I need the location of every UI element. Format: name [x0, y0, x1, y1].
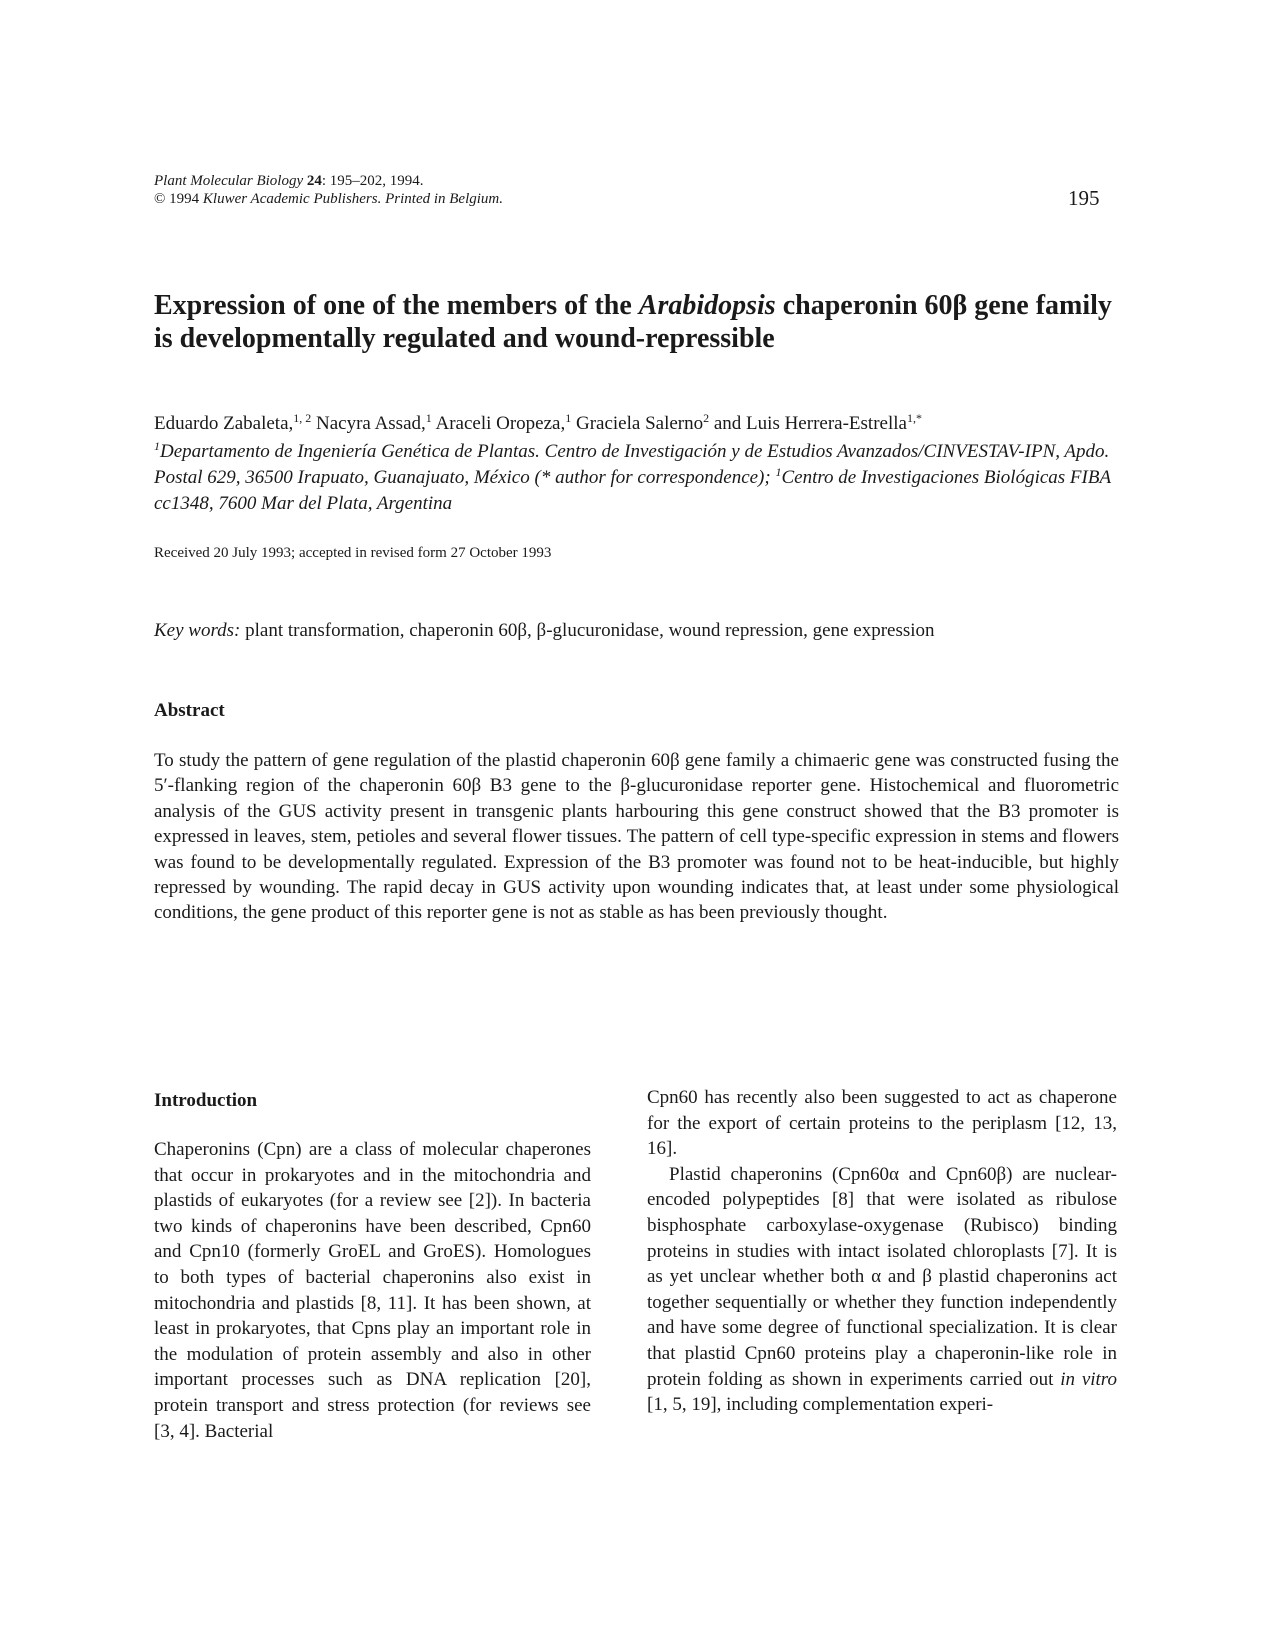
author-list: [154, 411, 1124, 437]
affiliation-1: Departamento de Ingeniería Genética de Plantas. Centro de Investigación y de Estudios Avanzados/CINVESTAV-IPN, Apdo. Postal 629, 36500 Irapuato, Guanajuato, México (* author for correspondence);: [154, 441, 1110, 488]
affiliation-marker: 1: [775, 465, 782, 479]
introduction-heading: Introduction: [154, 1090, 258, 1111]
journal-header: [154, 172, 503, 208]
author-affiliation: 1: [565, 411, 572, 425]
received-dates: Received 20 July 1993; accepted in revised form 27 October 1993: [154, 545, 552, 561]
journal-citation: [154, 172, 503, 190]
journal-name: Plant Molecular Biology: [154, 173, 304, 189]
author-affiliation: 1, 2: [293, 411, 312, 425]
abstract-body: To study the pattern of gene regulation of the plastid chaperonin 60β gene family a chimaeric gene was constructed fusing the 5′-flanking region of the chaperonin 60β B3 gene to the β-glucuronidase reporter gene. Histochemical and fluorometric analysis of the GUS activity present in transgenic plants harbouring this gene construct showed that the B3 promoter is expressed in leaves, stem, petioles and several flower tissues. The pattern of cell type-specific expression in stems and flowers was found to be developmentally regulated. Expression of the B3 promoter was found not to be heat-inducible, but highly repressed by wounding. The rapid decay in GUS activity upon wounding indicates that, at least under some physiological conditions, the gene product of this reporter gene is not as stable as has been previously thought.: [154, 750, 1119, 924]
journal-pages-year: : 195–202, 1994.: [321, 173, 424, 189]
abstract-heading: Abstract: [154, 700, 225, 721]
journal-volume: 24: [306, 173, 322, 189]
copyright-symbol: ©: [154, 191, 166, 207]
paragraph-text: [1, 5, 19], including complementation experi-: [647, 1394, 994, 1416]
affiliation-marker: 1: [154, 439, 160, 453]
paragraph-text: Plastid chaperonins (Cpn60α and Cpn60β) are nuclear-encoded polypeptides [8] that were isolated as ribulose bisphosphate carboxylase-oxygenase (Rubisco) binding proteins in studies with intact isolated chloroplasts [7]. It is as yet unclear whether both α and β plastid chaperonins act together sequentially or whether they function independently and have some degree of functional specialization. It is clear that plastid Cpn60 proteins play a chaperonin-like role in protein folding as shown in experiments carried out: [647, 1163, 1117, 1390]
paragraph: [647, 1162, 1117, 1418]
article-title: [154, 289, 1114, 355]
keywords-text: plant transformation, chaperonin 60β, β-glucuronidase, wound repression, gene expression: [240, 620, 935, 641]
page-number: 195: [1068, 186, 1100, 210]
introduction-column-1: Chaperonins (Cpn) are a class of molecular chaperones that occur in prokaryotes and in the mitochondria and plastids of eukaryotes (for a review see [2]). In bacteria two kinds of chaperonins have been described, Cpn60 and Cpn10 (formerly GroEL and GroES). Homologues to both types of bacterial chaperonins also exist in mitochondria and plastids [8, 11]. It has been shown, at least in prokaryotes, that Cpns play an important role in the modulation of protein assembly and also in other important processes such as DNA replication [20], protein transport and stress protection (for reviews see [3, 4]. Bacterial: [154, 1139, 591, 1442]
author-affiliation: 1,*: [906, 411, 922, 425]
keywords: [154, 620, 1129, 642]
author-affiliation: 2: [703, 411, 710, 425]
copyright-line: [154, 190, 503, 208]
title-part-1: Expression of one of the members of the: [154, 290, 639, 321]
title-part-2: chaperonin 60β gene family is developmentally regulated and wound-repressible: [154, 290, 1112, 354]
paragraph: Cpn60 has recently also been suggested to act as chaperone for the export of certain proteins to the periplasm [12, 13, 16].: [647, 1087, 1117, 1160]
affiliation-2: Centro de Investigaciones Biológicas FIBA cc1348, 7600 Mar del Plata, Argentina: [154, 467, 1111, 514]
author-name: and Luis Herrera-Estrella: [709, 413, 907, 434]
author-affiliation: 1: [425, 411, 432, 425]
copyright-year: 1994: [169, 191, 200, 207]
italic-term: in vitro: [1060, 1368, 1117, 1390]
author-name: Nacyra Assad,: [311, 413, 426, 434]
keywords-label: Key words:: [154, 620, 241, 641]
publisher: Kluwer Academic Publishers. Printed in Belgium.: [202, 191, 504, 207]
introduction-column-2: [647, 1085, 1117, 1418]
author-name: Araceli Oropeza,: [431, 413, 566, 434]
author-name: Eduardo Zabaleta,: [154, 413, 294, 434]
author-name: Graciela Salerno: [571, 413, 704, 434]
title-organism: Arabidopsis: [638, 290, 776, 321]
affiliations: [154, 439, 1124, 517]
